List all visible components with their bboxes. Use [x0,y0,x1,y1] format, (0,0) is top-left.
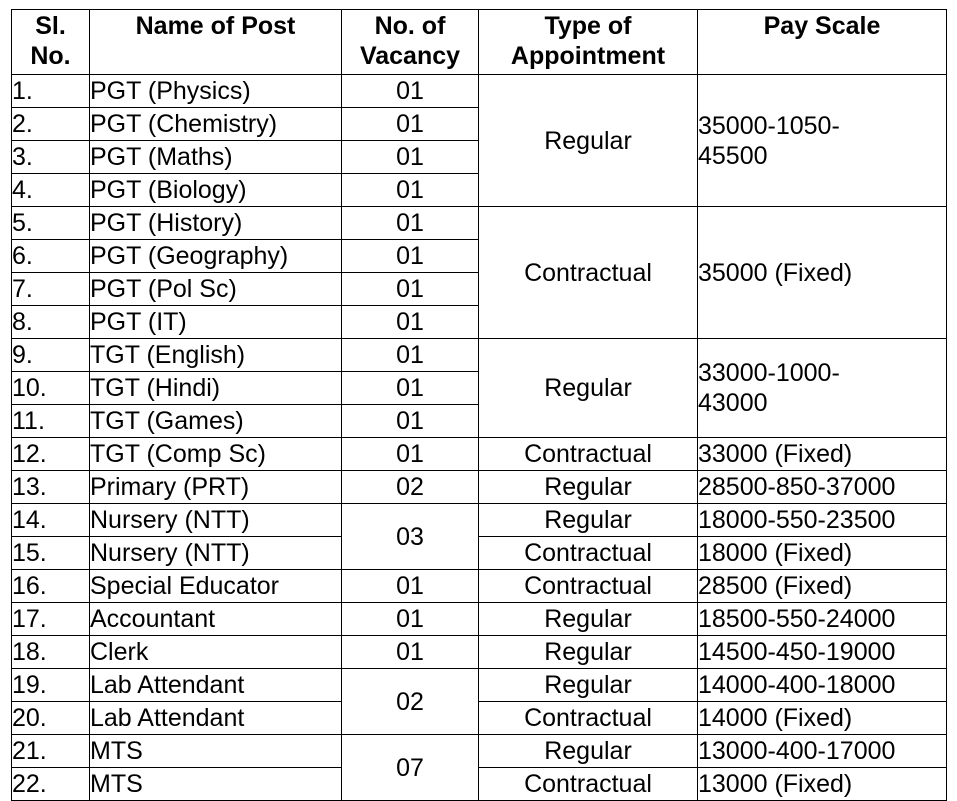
sl-cell: 4. [12,174,90,207]
header-no-of-vacancy: No. of Vacancy [342,10,479,75]
sl-cell: 1. [12,75,90,108]
appointment-type-cell: Contractual [479,207,698,339]
appointment-type-cell: Regular [479,504,698,537]
appointment-type-cell: Regular [479,735,698,768]
pay-scale-cell: 13000 (Fixed) [698,768,947,801]
post-cell: PGT (Chemistry) [90,108,342,141]
vacancy-cell: 01 [342,108,479,141]
post-cell: TGT (English) [90,339,342,372]
sl-cell: 14. [12,504,90,537]
vacancy-cell: 01 [342,570,479,603]
sl-cell: 18. [12,636,90,669]
pay-scale-cell: 14500-450-19000 [698,636,947,669]
sl-cell: 9. [12,339,90,372]
vacancy-cell: 01 [342,636,479,669]
table-row [12,537,947,570]
header-sl-no: Sl. No. [12,10,90,75]
vacancy-cell: 01 [342,339,479,372]
vacancy-cell: 02 [342,471,479,504]
sl-cell: 12. [12,438,90,471]
table-row [12,669,947,702]
pay-scale-cell: 33000 (Fixed) [698,438,947,471]
post-cell: PGT (Maths) [90,141,342,174]
post-cell: PGT (History) [90,207,342,240]
vacancy-cell: 01 [342,306,479,339]
post-cell: PGT (Geography) [90,240,342,273]
vacancy-cell: 02 [342,669,479,735]
post-cell: Nursery (NTT) [90,504,342,537]
pay-scale-cell: 18000-550-23500 [698,504,947,537]
sl-cell: 19. [12,669,90,702]
pay-scale-cell: 18500-550-24000 [698,603,947,636]
table-row [12,75,947,108]
pay-scale-cell: 14000 (Fixed) [698,702,947,735]
sl-cell: 3. [12,141,90,174]
table-row [12,471,947,504]
post-cell: Special Educator [90,570,342,603]
table-row [12,735,947,768]
pay-scale-cell: 35000-1050- 45500 [698,75,947,207]
sl-cell: 13. [12,471,90,504]
header-name-of-post: Name of Post [90,10,342,75]
sl-cell: 8. [12,306,90,339]
vacancy-cell: 01 [342,273,479,306]
sl-cell: 2. [12,108,90,141]
sl-cell: 6. [12,240,90,273]
post-cell: TGT (Hindi) [90,372,342,405]
sl-cell: 20. [12,702,90,735]
post-cell: PGT (Biology) [90,174,342,207]
header-type-of-appointment: Type of Appointment [479,10,698,75]
table-row [12,438,947,471]
sl-cell: 16. [12,570,90,603]
table-row [12,702,947,735]
pay-scale-cell: 14000-400-18000 [698,669,947,702]
sl-cell: 22. [12,768,90,801]
appointment-type-cell: Contractual [479,537,698,570]
sl-cell: 7. [12,273,90,306]
appointment-type-cell: Contractual [479,768,698,801]
post-cell: PGT (Pol Sc) [90,273,342,306]
sl-cell: 17. [12,603,90,636]
vacancy-cell: 07 [342,735,479,801]
sl-cell: 21. [12,735,90,768]
post-cell: Primary (PRT) [90,471,342,504]
vacancy-cell: 01 [342,240,479,273]
vacancy-cell: 03 [342,504,479,570]
vacancy-cell: 01 [342,174,479,207]
post-cell: PGT (Physics) [90,75,342,108]
table-row [12,768,947,801]
table-row [12,339,947,372]
vacancy-cell: 01 [342,372,479,405]
pay-scale-cell: 33000-1000- 43000 [698,339,947,438]
sl-cell: 15. [12,537,90,570]
sl-cell: 11. [12,405,90,438]
vacancy-cell: 01 [342,207,479,240]
post-cell: Nursery (NTT) [90,537,342,570]
appointment-type-cell: Contractual [479,702,698,735]
pay-scale-cell: 13000-400-17000 [698,735,947,768]
appointment-type-cell: Regular [479,75,698,207]
table-row [12,603,947,636]
sl-cell: 10. [12,372,90,405]
post-cell: Accountant [90,603,342,636]
table-row [12,570,947,603]
post-cell: Lab Attendant [90,702,342,735]
sl-cell: 5. [12,207,90,240]
pay-scale-cell: 35000 (Fixed) [698,207,947,339]
table-row [12,207,947,240]
pay-scale-cell: 18000 (Fixed) [698,537,947,570]
vacancy-cell: 01 [342,603,479,636]
post-cell: MTS [90,735,342,768]
appointment-type-cell: Contractual [479,438,698,471]
vacancy-cell: 01 [342,405,479,438]
appointment-type-cell: Contractual [479,570,698,603]
vacancy-cell: 01 [342,75,479,108]
post-cell: Lab Attendant [90,669,342,702]
appointment-type-cell: Regular [479,669,698,702]
appointment-type-cell: Regular [479,471,698,504]
appointment-type-cell: Regular [479,636,698,669]
table-row [12,636,947,669]
appointment-type-cell: Regular [479,603,698,636]
post-cell: Clerk [90,636,342,669]
table-row [12,504,947,537]
post-cell: TGT (Comp Sc) [90,438,342,471]
header-pay-scale: Pay Scale [698,10,947,75]
pay-scale-cell: 28500 (Fixed) [698,570,947,603]
header-row [12,10,947,75]
vacancy-table [11,9,947,801]
post-cell: MTS [90,768,342,801]
pay-scale-cell: 28500-850-37000 [698,471,947,504]
post-cell: TGT (Games) [90,405,342,438]
vacancy-cell: 01 [342,438,479,471]
appointment-type-cell: Regular [479,339,698,438]
vacancy-cell: 01 [342,141,479,174]
post-cell: PGT (IT) [90,306,342,339]
